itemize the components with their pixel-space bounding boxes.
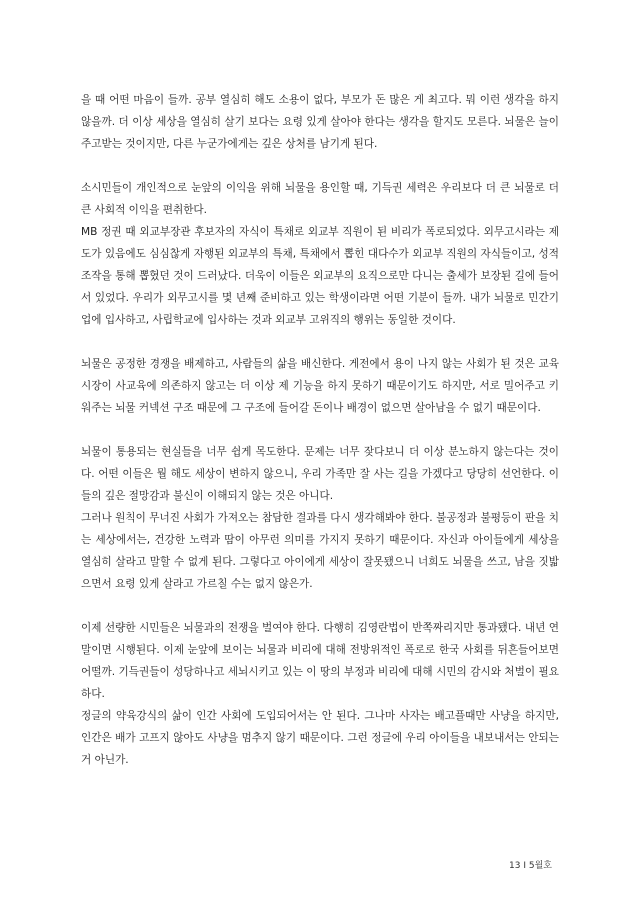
- paragraph: 을 때 어떤 마음이 들까. 공부 열심히 해도 소용이 없다, 부모가 돈 많은 게 최고다. 뭐 이런 생각을 하지 않을까. 더 이상 세상을 열심히 살기 보다는 요령 있게 살아야 한다는 생각을 할지도 모른다. 뇌물은 늘이 주고받는 것이지만, 다른 누군가에게는 깊은 상처를 남기게 된다.: [81, 94, 559, 150]
- paragraph: 정글의 약육강식의 삶이 인간 사회에 도입되어서는 안 된다. 그나마 사자는 배고플때만 사냥을 하지만, 인간은 배가 고프지 않아도 사냥을 멈추지 않기 때문이다. 그런 정글에 우리 아이들을 내보내서는 안되는 거 아닌가.: [81, 710, 559, 766]
- paragraph: 그러나 원칙이 무너진 사회가 가져오는 참담한 결과를 다시 생각해봐야 한다. 불공정과 불평등이 판을 치는 세상에서는, 건강한 노력과 땀이 아무런 의미를 가지지 못하기 때문이다. 자신과 아이들에게 세상을 열심히 살라고 말할 수 없게 된다. 그렇다고 아이에게 세상이 잘못됐으니 너희도 뇌물을 쓰고, 남을 짓밟으면서 요령 있게 살라고 가르칠 수는 없지 않은가.: [81, 512, 559, 590]
- paragraph-gap: [81, 595, 559, 617]
- footer-separator: I: [523, 861, 526, 871]
- paragraph: 이제 선량한 시민들은 뇌물과의 전쟁을 벌여야 한다. 다행히 김영란법이 반쪽짜리지만 통과됐다. 내년 연말이면 시행된다. 이제 눈앞에 보이는 뇌물과 비리에 대해 전방위적인 폭로로 한국 사회를 뒤흔들어보면 어떨까. 기득권들이 성당하나고 세뇌시키고 있는 이 땅의 부정과 비리에 대해 시민의 감시와 처벌이 필요하다.: [81, 622, 559, 700]
- page-footer: [509, 858, 552, 871]
- page-number: 13: [509, 861, 521, 871]
- paragraph-gap: [81, 419, 559, 441]
- paragraph: 뇌물은 공정한 경쟁을 배제하고, 사람들의 삶을 배신한다. 게전에서 용이 나지 않는 사회가 된 것은 교육시장이 사교육에 의존하지 않고는 더 이상 제 기능을 하지 못하기 때문이기도 하지만, 서로 밀어주고 키워주는 뇌물 커넥션 구조 때문에 그 구조에 들어갈 돈이나 배경이 없으면 살아남을 수 없기 때문이다.: [81, 358, 559, 414]
- article-body: [81, 89, 559, 771]
- paragraph-gap: [81, 155, 559, 177]
- paragraph-gap: [81, 331, 559, 353]
- paragraph: 뇌물이 통용되는 현실들을 너무 쉽게 목도한다. 문제는 너무 잦다보니 더 이상 분노하지 않는다는 것이다. 어떤 이들은 뭘 해도 세상이 변하지 않으니, 우리 가족만 잘 사는 길을 가겠다고 당당히 선언한다. 이들의 깊은 절망감과 불신이 이해되지 않는 것은 아니다.: [81, 446, 559, 502]
- paragraph: 소시민들이 개인적으로 눈앞의 이익을 위해 뇌물을 용인할 때, 기득권 세력은 우리보다 더 큰 뇌물로 더 큰 사회적 이익을 편취한다.: [81, 182, 559, 216]
- issue-label: 5월호: [528, 861, 552, 871]
- paragraph: MB 정권 때 외교부장관 후보자의 자식이 특채로 외교부 직원이 된 비리가 폭로되었다. 외무고시라는 제도가 있음에도 심심찮게 자행된 외교부의 특채, 특채에서 뽑힌 대다수가 외교부 직원의 자식들이고, 성적 조작을 통해 뽑혔던 것이 드러났다. 더욱이 이들은 외교부의 요직으로만 다니는 출세가 보장된 길에 들어서 있었다. 우리가 외무고시를 몇 년째 준비하고 있는 학생이라면 어떤 기분이 들까. 내가 뇌물로 민간기업에 입사하고, 사립학교에 입사하는 것과 외교부 고위직의 행위는 동일한 것이다.: [81, 226, 559, 326]
